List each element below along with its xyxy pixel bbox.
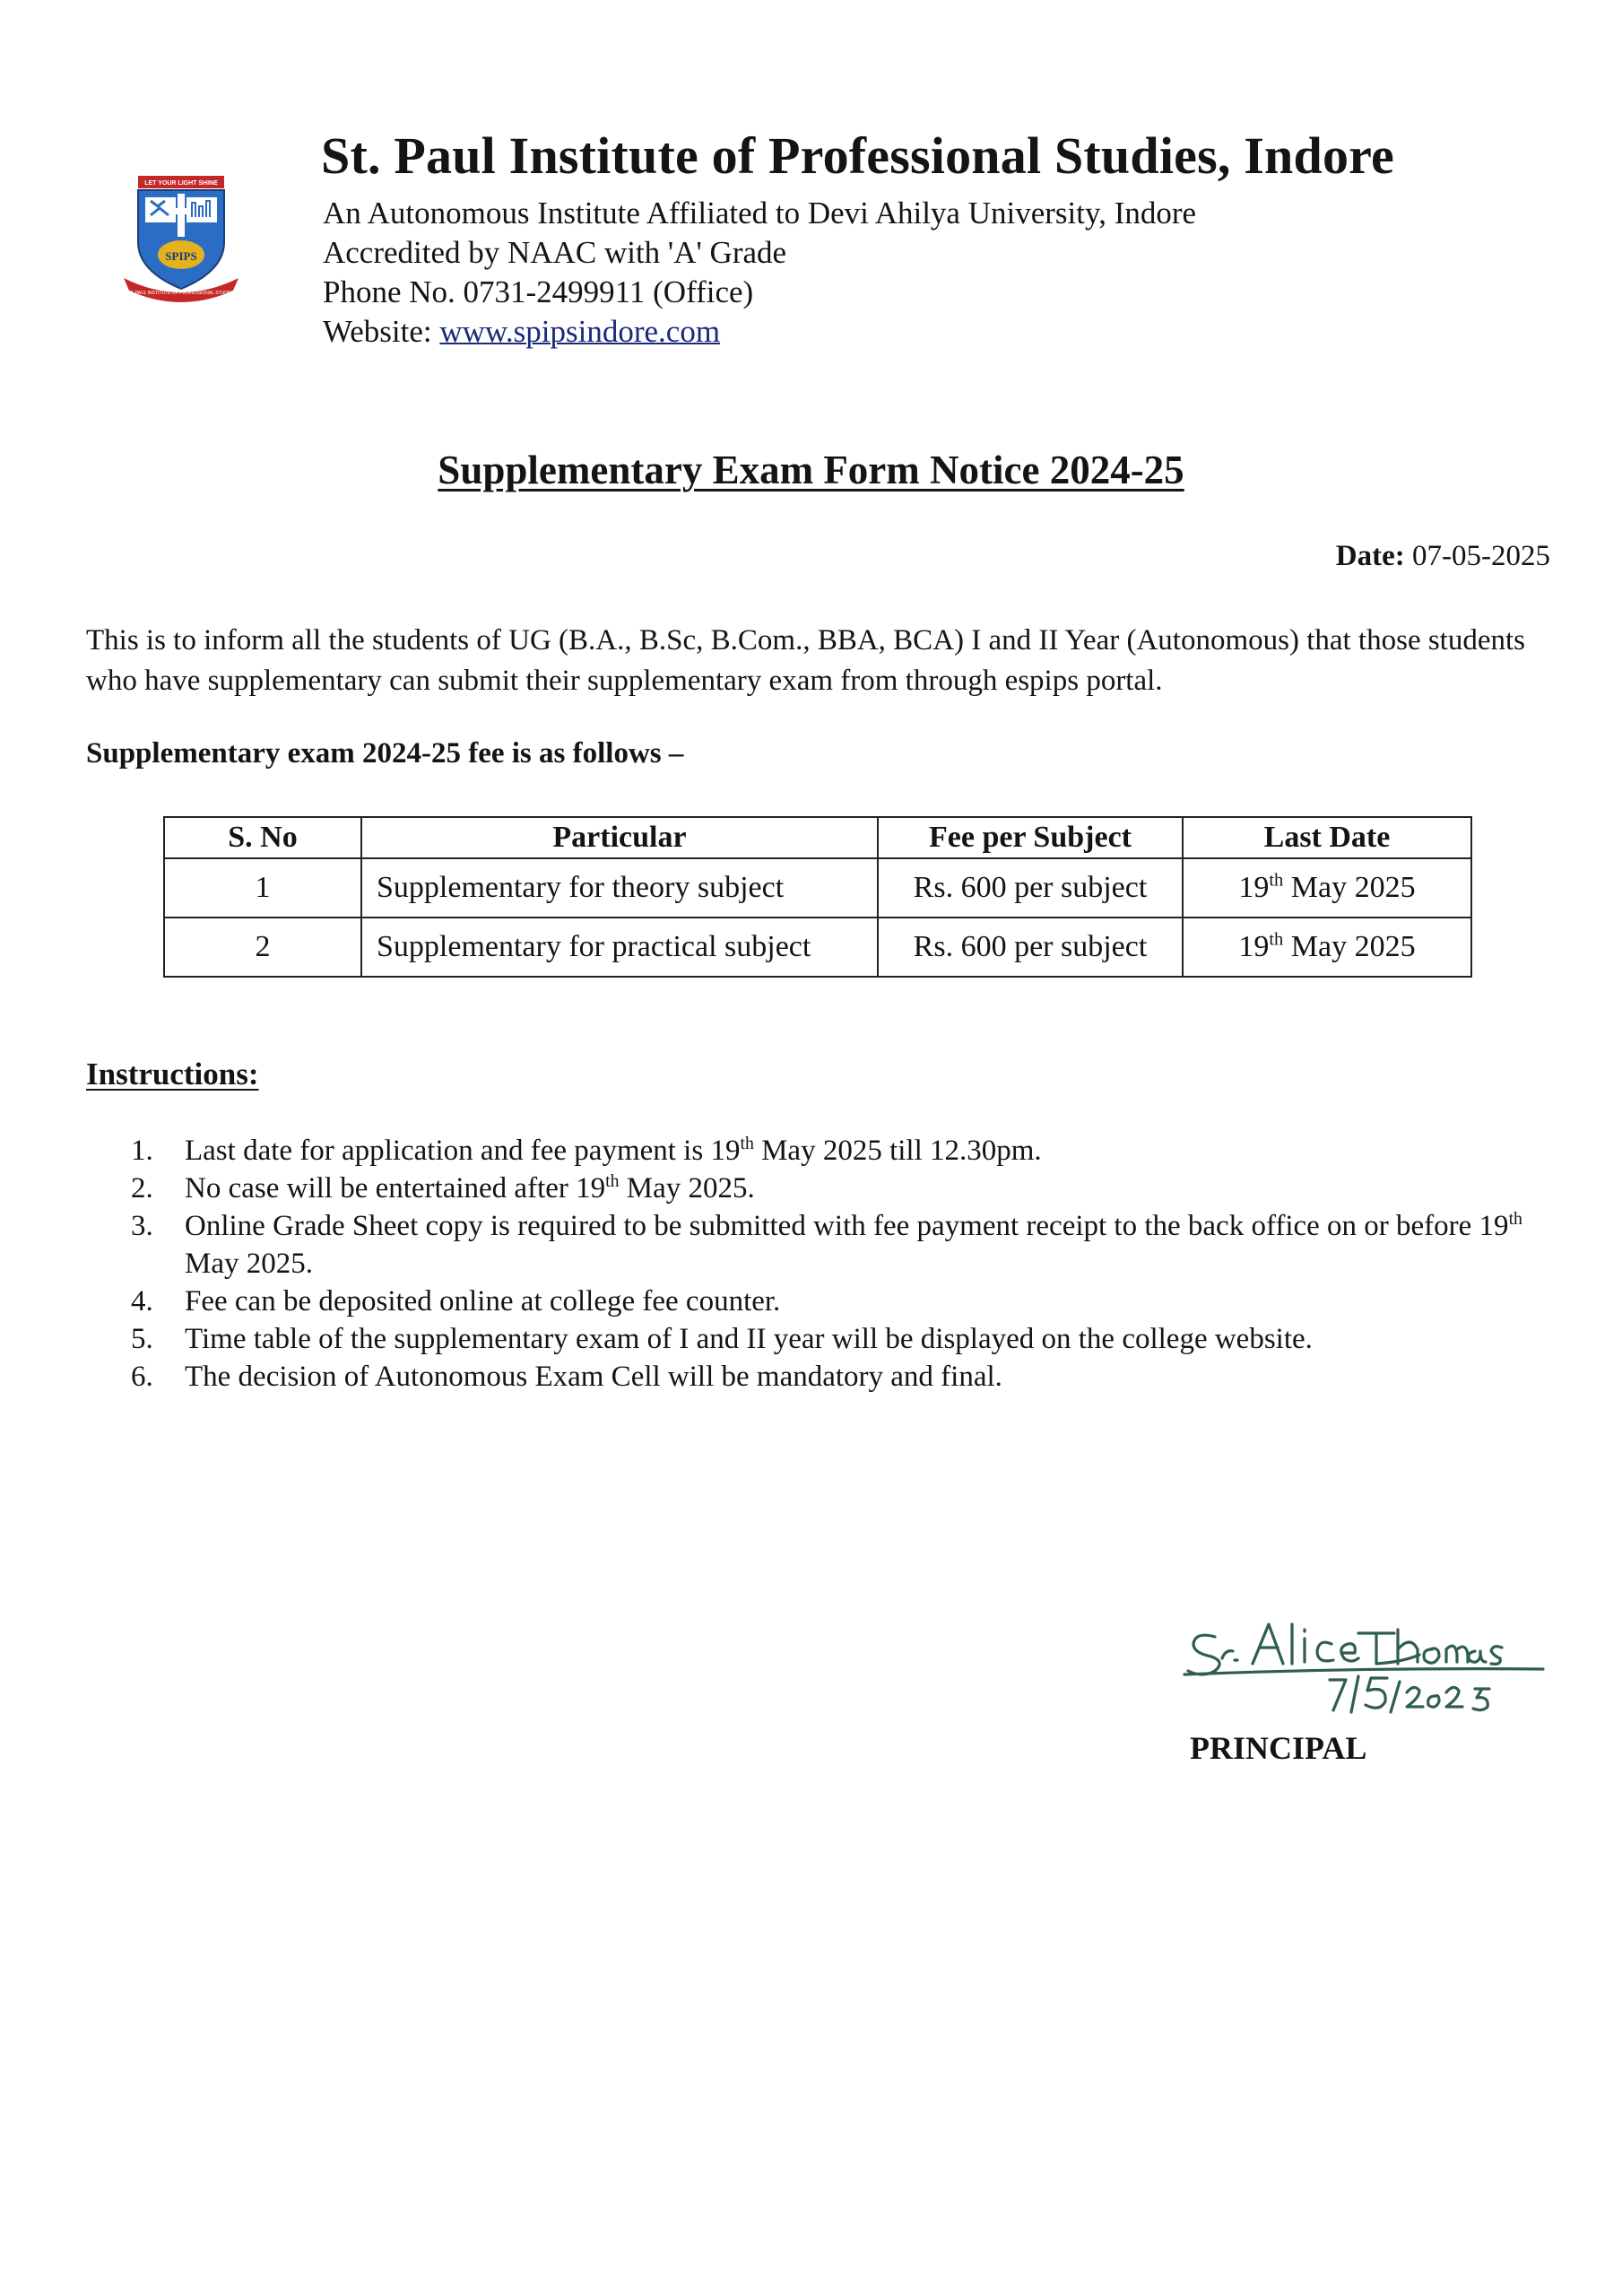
day-suffix: th [1269,929,1284,950]
item-number: 6. [131,1361,153,1393]
cell-particular [361,858,878,918]
item-sup: th [605,1171,620,1191]
list-item [126,1320,1560,1358]
cell-sno: 2 [164,918,361,977]
affiliation-line: An Autonomous Institute Affiliated to Devi Ahilya University, Indore [323,196,1197,230]
cell-particular [361,918,878,977]
instructions-list [126,1132,1560,1396]
list-item [126,1358,1560,1396]
institute-name: St. Paul Institute of Professional Studies, Indore [321,126,1394,185]
particular-text: Supplementary for practical subject [377,930,811,963]
day: 19 [1238,871,1270,904]
phone-line: Phone No. 0731-2499911 (Office) [323,274,754,309]
fee-table [163,816,1472,978]
cell-last-date [1183,918,1471,977]
item-number: 3. [131,1210,153,1242]
date-value: 07-05-2025 [1412,540,1550,572]
header-sno: S. No [164,817,361,858]
table-row [164,858,1471,918]
instructions-heading: Instructions: [86,1057,259,1091]
item-number: 4. [131,1285,153,1318]
list-item [126,1132,1560,1170]
notice-title-text: Supplementary Exam Form Notice 2024-25 [438,448,1184,492]
table-row [164,918,1471,977]
item-number: 2. [131,1172,153,1205]
logo-monogram: SPIPS [165,249,197,263]
accreditation-line: Accredited by NAAC with 'A' Grade [323,235,787,270]
item-text: The decision of Autonomous Exam Cell will be mandatory and final. [185,1361,1002,1393]
item-text-tail: May 2025. [185,1248,313,1280]
list-item [126,1170,1560,1207]
item-text: No case will be entertained after 19 [185,1172,606,1205]
website-link[interactable]: www.spipsindore.com [439,314,721,349]
item-text-tail: May 2025. [619,1172,755,1205]
day: 19 [1238,930,1270,963]
item-text: Time table of the supplementary exam of I and II year will be displayed on the college website. [185,1323,1313,1355]
principal-label: PRINCIPAL [1190,1730,1367,1766]
notice-title [0,447,1622,493]
month-year: May 2025 [1290,871,1416,904]
cell-fee: Rs. 600 per subject [878,918,1183,977]
day-suffix: th [1269,870,1284,891]
institute-logo [118,172,244,307]
logo-motto: LET YOUR LIGHT SHINE [144,180,218,187]
fee-table-header-row [164,817,1471,858]
particular-text: Supplementary for theory subject [377,871,785,904]
list-item [126,1207,1560,1283]
item-number: 1. [131,1135,153,1167]
fee-heading: Supplementary exam 2024-25 fee is as follows – [86,737,684,770]
month-year: May 2025 [1290,930,1416,963]
header-particular: Particular [361,817,878,858]
item-text: Last date for application and fee payment is 19 [185,1135,741,1167]
list-item [126,1283,1560,1320]
cell-fee: Rs. 600 per subject [878,858,1183,918]
notice-date [1336,540,1550,573]
item-text-tail: May 2025 till 12.30pm. [753,1135,1042,1167]
website-label: Website: [323,314,432,349]
website-line [323,314,720,350]
item-number: 5. [131,1323,153,1355]
item-sup: th [740,1134,754,1153]
logo-ribbon-text: ST. PAUL INSTITUTE OF PROFESSIONAL STUDIES [127,291,235,296]
cell-sno: 1 [164,858,361,918]
item-sup: th [1508,1209,1522,1229]
header-last-date: Last Date [1183,817,1471,858]
date-label: Date: [1335,540,1405,572]
intro-paragraph: This is to inform all the students of UG (B.A., B.Sc, B.Com., BBA, BCA) I and II Year (Autonomous) that those students who have supplementary can submit their supplementary exam from through espips portal. [86,624,1526,697]
item-text: Fee can be deposited online at college fee counter. [185,1285,781,1318]
cell-last-date [1183,858,1471,918]
item-text: Online Grade Sheet copy is required to be submitted with fee payment receipt to the back office on or before 19 [185,1210,1509,1242]
header-fee: Fee per Subject [878,817,1183,858]
